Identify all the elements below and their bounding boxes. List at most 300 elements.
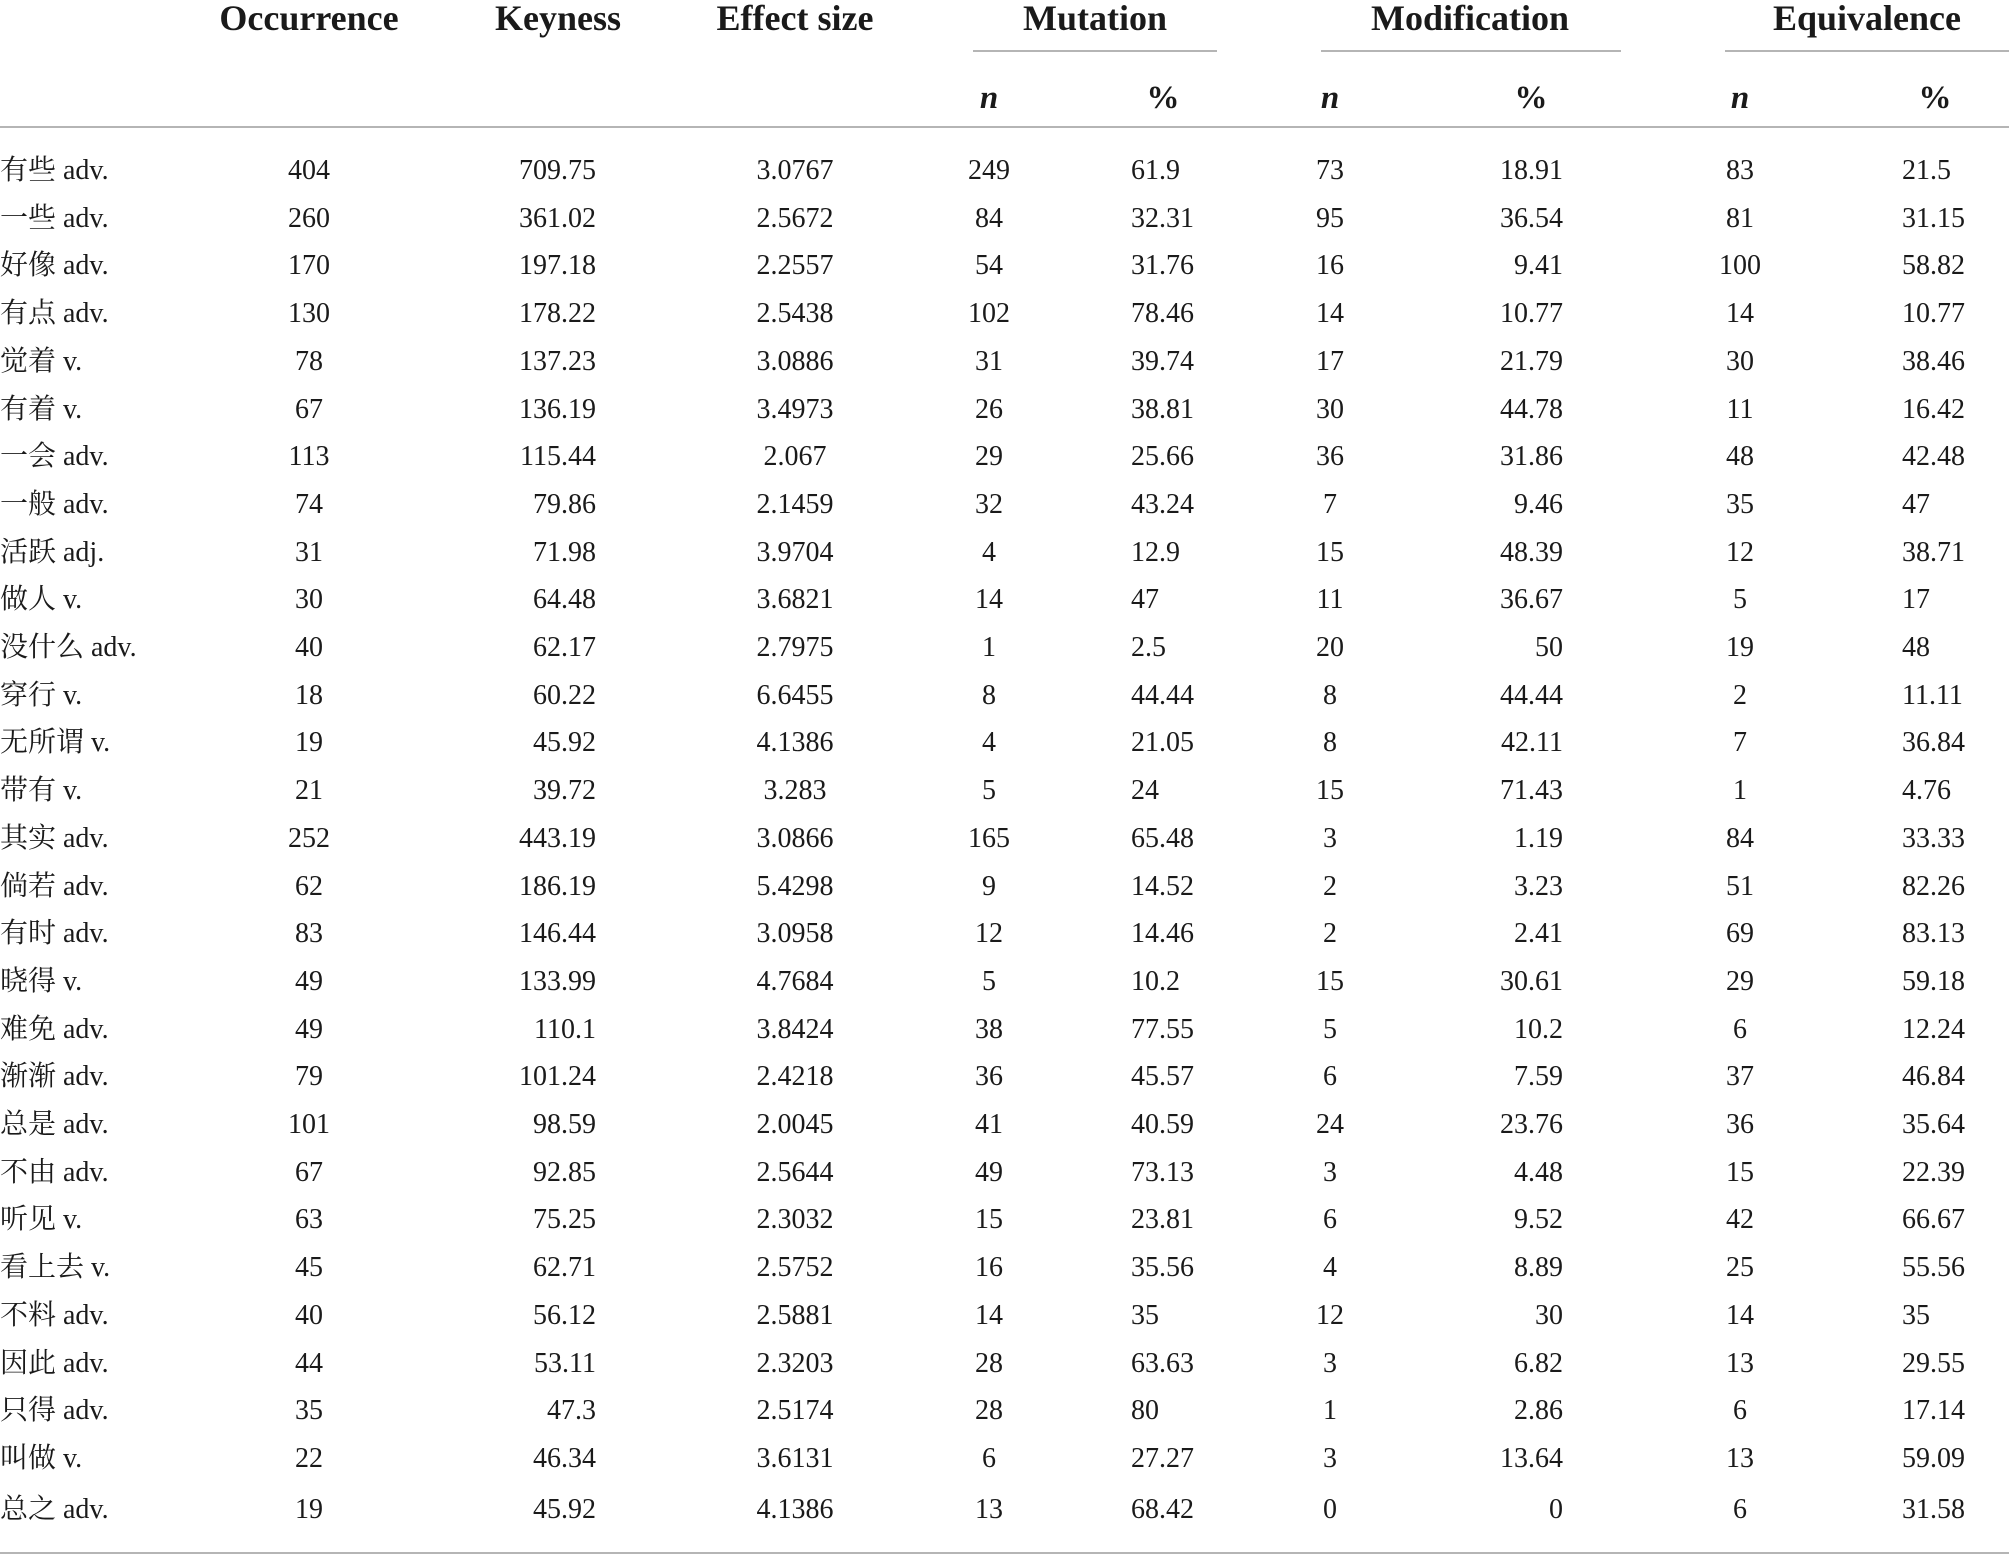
cell-equivalence-pct: 66.67 — [1902, 1204, 1965, 1235]
cell-keyness: 110.1 — [534, 1014, 596, 1045]
cell-word: 一些 adv. — [0, 203, 109, 234]
cell-keyness: 62.71 — [533, 1252, 596, 1283]
cell-modification-pct: 36.67 — [1500, 584, 1563, 615]
cell-equivalence-pct: 55.56 — [1902, 1252, 1965, 1283]
cell-modification-pct: 23.76 — [1500, 1109, 1563, 1140]
cell-word: 穿行 v. — [0, 680, 83, 711]
cell-mutation-n: 38 — [975, 1014, 1003, 1045]
cell-equivalence-pct: 35.64 — [1902, 1109, 1965, 1140]
cell-mutation-n: 4 — [982, 727, 996, 758]
cell-modification-pct: 6.82 — [1514, 1348, 1563, 1379]
cell-modification-n: 3 — [1323, 1157, 1337, 1188]
cell-mutation-pct: 68.42 — [1131, 1494, 1194, 1525]
cell-equivalence-n: 83 — [1726, 155, 1754, 186]
cell-modification-pct: 3.23 — [1514, 871, 1563, 902]
cell-equivalence-n: 15 — [1726, 1157, 1754, 1188]
cell-equivalence-n: 6 — [1733, 1014, 1747, 1045]
cell-modification-n: 6 — [1323, 1061, 1337, 1092]
cell-equivalence-n: 6 — [1733, 1494, 1747, 1525]
cell-mutation-n: 14 — [975, 1300, 1003, 1331]
cell-modification-n: 15 — [1316, 966, 1344, 997]
cell-modification-pct: 48.39 — [1500, 537, 1563, 568]
cell-equivalence-pct: 38.71 — [1902, 537, 1965, 568]
cell-equivalence-n: 5 — [1733, 584, 1747, 615]
cell-modification-pct: 2.86 — [1514, 1395, 1563, 1426]
header-rule — [0, 126, 2009, 128]
cell-modification-pct: 42.11 — [1501, 727, 1563, 758]
cell-modification-n: 8 — [1323, 680, 1337, 711]
cell-equivalence-pct: 47 — [1902, 489, 1930, 520]
cell-mutation-pct: 10.2 — [1131, 966, 1180, 997]
cell-mutation-pct: 45.57 — [1131, 1061, 1194, 1092]
cell-keyness: 133.99 — [519, 966, 596, 997]
cell-keyness: 53.11 — [534, 1348, 596, 1379]
cell-modification-n: 73 — [1316, 155, 1344, 186]
cell-occurrence: 83 — [295, 918, 323, 949]
cell-mutation-pct: 35 — [1131, 1300, 1159, 1331]
cell-modification-pct: 44.78 — [1500, 394, 1563, 425]
cell-effect-size: 2.1459 — [756, 489, 834, 520]
cell-modification-pct: 13.64 — [1500, 1443, 1563, 1474]
cell-word: 一般 adv. — [0, 489, 109, 520]
cell-equivalence-pct: 48 — [1902, 632, 1930, 663]
cell-word: 倘若 adv. — [0, 871, 109, 902]
cell-effect-size: 3.9704 — [756, 537, 834, 568]
cell-effect-size: 3.6131 — [756, 1443, 834, 1474]
cell-mutation-n: 36 — [975, 1061, 1003, 1092]
cell-modification-n: 36 — [1316, 441, 1344, 472]
cell-mutation-n: 9 — [982, 871, 996, 902]
cell-occurrence: 78 — [295, 346, 323, 377]
cell-mutation-n: 8 — [982, 680, 996, 711]
cell-effect-size: 3.0866 — [756, 823, 834, 854]
cell-word: 有些 adv. — [0, 155, 109, 186]
cell-keyness: 75.25 — [533, 1204, 596, 1235]
cell-modification-pct: 0 — [1549, 1494, 1563, 1525]
cell-effect-size: 3.4973 — [756, 394, 834, 425]
cell-keyness: 45.92 — [533, 1494, 596, 1525]
cell-mutation-n: 1 — [982, 632, 996, 663]
cell-mutation-pct: 61.9 — [1131, 155, 1180, 186]
cell-equivalence-n: 14 — [1726, 298, 1754, 329]
cell-modification-pct: 4.48 — [1514, 1157, 1563, 1188]
cell-mutation-n: 32 — [975, 489, 1003, 520]
cell-effect-size: 2.5174 — [756, 1395, 834, 1426]
cell-word: 因此 adv. — [0, 1348, 109, 1379]
cell-keyness: 146.44 — [519, 918, 596, 949]
cell-word: 无所谓 v. — [0, 727, 111, 758]
cell-occurrence: 45 — [295, 1252, 323, 1283]
cell-keyness: 137.23 — [519, 346, 596, 377]
cell-word: 做人 v. — [0, 584, 83, 615]
cell-effect-size: 2.7975 — [756, 632, 834, 663]
cell-keyness: 64.48 — [533, 584, 596, 615]
cell-word: 有着 v. — [0, 394, 83, 425]
cell-mutation-pct: 73.13 — [1131, 1157, 1194, 1188]
cell-modification-n: 2 — [1323, 871, 1337, 902]
cell-modification-n: 11 — [1316, 584, 1344, 615]
cell-keyness: 115.44 — [520, 441, 596, 472]
cell-equivalence-pct: 29.55 — [1902, 1348, 1965, 1379]
cell-mutation-n: 249 — [968, 155, 1010, 186]
cell-modification-pct: 9.41 — [1514, 250, 1563, 281]
cell-mutation-pct: 14.52 — [1131, 871, 1194, 902]
cell-modification-n: 16 — [1316, 250, 1344, 281]
cell-modification-pct: 50 — [1535, 632, 1563, 663]
cell-word: 不由 adv. — [0, 1157, 109, 1188]
cell-mutation-pct: 78.46 — [1131, 298, 1194, 329]
cell-mutation-pct: 32.31 — [1131, 203, 1194, 234]
cell-mutation-pct: 31.76 — [1131, 250, 1194, 281]
cell-mutation-n: 165 — [968, 823, 1010, 854]
cell-effect-size: 3.0958 — [756, 918, 834, 949]
cell-effect-size: 2.3203 — [756, 1348, 834, 1379]
cell-mutation-n: 102 — [968, 298, 1010, 329]
cell-effect-size: 3.283 — [763, 775, 827, 806]
cell-equivalence-pct: 38.46 — [1902, 346, 1965, 377]
cell-occurrence: 79 — [295, 1061, 323, 1092]
cell-word: 没什么 adv. — [0, 632, 137, 663]
cell-mutation-pct: 12.9 — [1131, 537, 1180, 568]
cell-word: 好像 adv. — [0, 250, 109, 281]
cell-word: 难免 adv. — [0, 1014, 109, 1045]
cell-mutation-pct: 14.46 — [1131, 918, 1194, 949]
cell-modification-n: 17 — [1316, 346, 1344, 377]
cell-keyness: 98.59 — [533, 1109, 596, 1140]
cell-mutation-n: 14 — [975, 584, 1003, 615]
cell-modification-pct: 2.41 — [1514, 918, 1563, 949]
cell-word: 晓得 v. — [0, 966, 83, 997]
cell-mutation-pct: 65.48 — [1131, 823, 1194, 854]
cell-word: 叫做 v. — [0, 1443, 83, 1474]
cell-mutation-n: 28 — [975, 1348, 1003, 1379]
cell-keyness: 56.12 — [533, 1300, 596, 1331]
cell-modification-pct: 10.2 — [1514, 1014, 1563, 1045]
cell-equivalence-pct: 22.39 — [1902, 1157, 1965, 1188]
cell-mutation-n: 12 — [975, 918, 1003, 949]
cell-occurrence: 19 — [295, 727, 323, 758]
cell-keyness: 60.22 — [533, 680, 596, 711]
cell-equivalence-n: 6 — [1733, 1395, 1747, 1426]
cell-keyness: 79.86 — [533, 489, 596, 520]
cell-mutation-n: 49 — [975, 1157, 1003, 1188]
cell-equivalence-pct: 82.26 — [1902, 871, 1965, 902]
equivalence-pct-header: % — [1918, 80, 1952, 116]
cell-equivalence-pct: 58.82 — [1902, 250, 1965, 281]
cell-mutation-n: 26 — [975, 394, 1003, 425]
cell-occurrence: 40 — [295, 632, 323, 663]
header-occurrence: Occurrence — [219, 0, 399, 38]
cell-equivalence-n: 1 — [1733, 775, 1747, 806]
cell-mutation-n: 4 — [982, 537, 996, 568]
cell-effect-size: 2.4218 — [756, 1061, 834, 1092]
cell-modification-n: 3 — [1323, 823, 1337, 854]
cell-keyness: 39.72 — [533, 775, 596, 806]
header-modification: Modification — [1371, 0, 1569, 38]
cell-equivalence-n: 84 — [1726, 823, 1754, 854]
cell-word: 听见 v. — [0, 1204, 83, 1235]
cell-mutation-pct: 80 — [1131, 1395, 1159, 1426]
cell-modification-n: 24 — [1316, 1109, 1344, 1140]
cell-keyness: 197.18 — [519, 250, 596, 281]
cell-mutation-pct: 25.66 — [1131, 441, 1194, 472]
mutation-n-header: n — [979, 80, 999, 116]
header-effect-size: Effect size — [716, 0, 874, 38]
cell-equivalence-n: 13 — [1726, 1348, 1754, 1379]
cell-mutation-pct: 35.56 — [1131, 1252, 1194, 1283]
cell-modification-pct: 31.86 — [1500, 441, 1563, 472]
cell-modification-pct: 30 — [1535, 1300, 1563, 1331]
cell-mutation-pct: 21.05 — [1131, 727, 1194, 758]
cell-word: 看上去 v. — [0, 1252, 111, 1283]
mutation-group-rule — [973, 50, 1217, 52]
cell-equivalence-n: 7 — [1733, 727, 1747, 758]
cell-occurrence: 62 — [295, 871, 323, 902]
cell-modification-n: 3 — [1323, 1443, 1337, 1474]
cell-mutation-pct: 47 — [1131, 584, 1159, 615]
cell-equivalence-n: 42 — [1726, 1204, 1754, 1235]
cell-mutation-pct: 38.81 — [1131, 394, 1194, 425]
cell-occurrence: 63 — [295, 1204, 323, 1235]
cell-mutation-n: 15 — [975, 1204, 1003, 1235]
cell-keyness: 71.98 — [533, 537, 596, 568]
cell-modification-pct: 36.54 — [1500, 203, 1563, 234]
cell-effect-size: 4.1386 — [756, 1494, 834, 1525]
equivalence-group-rule — [1725, 50, 2009, 52]
cell-equivalence-n: 48 — [1726, 441, 1754, 472]
cell-modification-n: 8 — [1323, 727, 1337, 758]
cell-word: 有时 adv. — [0, 918, 109, 949]
cell-effect-size: 4.7684 — [756, 966, 834, 997]
cell-equivalence-pct: 31.15 — [1902, 203, 1965, 234]
cell-occurrence: 31 — [295, 537, 323, 568]
cell-equivalence-pct: 31.58 — [1902, 1494, 1965, 1525]
cell-equivalence-pct: 35 — [1902, 1300, 1930, 1331]
cell-keyness: 136.19 — [519, 394, 596, 425]
cell-modification-pct: 7.59 — [1514, 1061, 1563, 1092]
cell-occurrence: 22 — [295, 1443, 323, 1474]
cell-effect-size: 3.8424 — [756, 1014, 834, 1045]
cell-occurrence: 404 — [288, 155, 330, 186]
modification-pct-header: % — [1514, 80, 1548, 116]
cell-effect-size: 3.0767 — [756, 155, 834, 186]
cell-effect-size: 3.0886 — [756, 346, 834, 377]
cell-mutation-pct: 43.24 — [1131, 489, 1194, 520]
cell-mutation-n: 29 — [975, 441, 1003, 472]
cell-effect-size: 5.4298 — [756, 871, 834, 902]
cell-modification-pct: 9.46 — [1514, 489, 1563, 520]
cell-keyness: 186.19 — [519, 871, 596, 902]
cell-modification-n: 5 — [1323, 1014, 1337, 1045]
cell-mutation-pct: 27.27 — [1131, 1443, 1194, 1474]
modification-n-header: n — [1320, 80, 1340, 116]
cell-effect-size: 2.5881 — [756, 1300, 834, 1331]
cell-equivalence-n: 29 — [1726, 966, 1754, 997]
cell-keyness: 361.02 — [519, 203, 596, 234]
cell-equivalence-n: 12 — [1726, 537, 1754, 568]
cell-equivalence-pct: 36.84 — [1902, 727, 1965, 758]
cell-equivalence-pct: 83.13 — [1902, 918, 1965, 949]
cell-occurrence: 40 — [295, 1300, 323, 1331]
cell-occurrence: 101 — [288, 1109, 330, 1140]
cell-mutation-pct: 24 — [1131, 775, 1159, 806]
header-equivalence: Equivalence — [1772, 0, 1962, 38]
cell-mutation-n: 16 — [975, 1252, 1003, 1283]
cell-equivalence-n: 25 — [1726, 1252, 1754, 1283]
cell-modification-pct: 1.19 — [1514, 823, 1563, 854]
cell-equivalence-pct: 16.42 — [1902, 394, 1965, 425]
cell-word: 带有 v. — [0, 775, 83, 806]
cell-mutation-pct: 44.44 — [1131, 680, 1194, 711]
cell-word: 觉着 v. — [0, 346, 83, 377]
cell-equivalence-n: 36 — [1726, 1109, 1754, 1140]
cell-effect-size: 2.3032 — [756, 1204, 834, 1235]
cell-mutation-n: 5 — [982, 966, 996, 997]
cell-occurrence: 49 — [295, 1014, 323, 1045]
cell-mutation-n: 31 — [975, 346, 1003, 377]
cell-mutation-pct: 39.74 — [1131, 346, 1194, 377]
cell-occurrence: 19 — [295, 1494, 323, 1525]
cell-word: 总是 adv. — [0, 1109, 109, 1140]
cell-occurrence: 260 — [288, 203, 330, 234]
cell-modification-pct: 8.89 — [1514, 1252, 1563, 1283]
cell-word: 不料 adv. — [0, 1300, 109, 1331]
cell-effect-size: 6.6455 — [756, 680, 834, 711]
cell-occurrence: 252 — [288, 823, 330, 854]
cell-effect-size: 2.5672 — [756, 203, 834, 234]
cell-word: 总之 adv. — [0, 1494, 109, 1525]
cell-equivalence-n: 14 — [1726, 1300, 1754, 1331]
cell-word: 只得 adv. — [0, 1395, 109, 1426]
cell-equivalence-pct: 59.18 — [1902, 966, 1965, 997]
cell-mutation-n: 54 — [975, 250, 1003, 281]
cell-modification-n: 14 — [1316, 298, 1344, 329]
cell-modification-pct: 21.79 — [1500, 346, 1563, 377]
cell-effect-size: 2.5644 — [756, 1157, 834, 1188]
cell-keyness: 101.24 — [519, 1061, 596, 1092]
cell-word: 活跃 adj. — [0, 537, 105, 568]
header-keyness: Keyness — [495, 0, 621, 38]
cell-keyness: 62.17 — [533, 632, 596, 663]
cell-modification-n: 1 — [1323, 1395, 1337, 1426]
cell-equivalence-n: 37 — [1726, 1061, 1754, 1092]
cell-equivalence-n: 51 — [1726, 871, 1754, 902]
cell-effect-size: 2.2557 — [756, 250, 834, 281]
cell-effect-size: 2.0045 — [756, 1109, 834, 1140]
cell-modification-n: 15 — [1316, 537, 1344, 568]
cell-equivalence-n: 13 — [1726, 1443, 1754, 1474]
cell-word: 其实 adv. — [0, 823, 109, 854]
cell-mutation-pct: 63.63 — [1131, 1348, 1194, 1379]
cell-modification-n: 12 — [1316, 1300, 1344, 1331]
cell-occurrence: 18 — [295, 680, 323, 711]
cell-effect-size: 4.1386 — [756, 727, 834, 758]
cell-equivalence-pct: 10.77 — [1902, 298, 1965, 329]
cell-keyness: 45.92 — [533, 727, 596, 758]
cell-effect-size: 2.067 — [763, 441, 827, 472]
cell-modification-n: 0 — [1323, 1494, 1337, 1525]
cell-equivalence-n: 35 — [1726, 489, 1754, 520]
cell-equivalence-pct: 59.09 — [1902, 1443, 1965, 1474]
cell-mutation-n: 28 — [975, 1395, 1003, 1426]
cell-keyness: 46.34 — [533, 1443, 596, 1474]
cell-equivalence-pct: 17 — [1902, 584, 1930, 615]
cell-occurrence: 130 — [288, 298, 330, 329]
equivalence-n-header: n — [1730, 80, 1750, 116]
cell-modification-n: 30 — [1316, 394, 1344, 425]
cell-mutation-pct: 2.5 — [1131, 632, 1166, 663]
cell-occurrence: 21 — [295, 775, 323, 806]
cell-occurrence: 74 — [295, 489, 323, 520]
mutation-pct-header: % — [1146, 80, 1180, 116]
cell-modification-n: 15 — [1316, 775, 1344, 806]
cell-keyness: 92.85 — [533, 1157, 596, 1188]
cell-modification-n: 95 — [1316, 203, 1344, 234]
cell-effect-size: 2.5438 — [756, 298, 834, 329]
cell-equivalence-pct: 33.33 — [1902, 823, 1965, 854]
cell-equivalence-pct: 4.76 — [1902, 775, 1951, 806]
cell-occurrence: 44 — [295, 1348, 323, 1379]
cell-occurrence: 170 — [288, 250, 330, 281]
cell-occurrence: 35 — [295, 1395, 323, 1426]
header-mutation: Mutation — [1023, 0, 1167, 38]
cell-word: 有点 adv. — [0, 298, 109, 329]
cell-modification-pct: 18.91 — [1500, 155, 1563, 186]
cell-modification-n: 7 — [1323, 489, 1337, 520]
cell-equivalence-pct: 21.5 — [1902, 155, 1951, 186]
cell-modification-pct: 44.44 — [1500, 680, 1563, 711]
cell-equivalence-n: 2 — [1733, 680, 1747, 711]
cell-effect-size: 2.5752 — [756, 1252, 834, 1283]
cell-equivalence-pct: 12.24 — [1902, 1014, 1965, 1045]
cell-occurrence: 49 — [295, 966, 323, 997]
cell-modification-pct: 9.52 — [1514, 1204, 1563, 1235]
cell-occurrence: 67 — [295, 394, 323, 425]
cell-equivalence-n: 11 — [1726, 394, 1754, 425]
cell-modification-n: 3 — [1323, 1348, 1337, 1379]
cell-mutation-n: 41 — [975, 1109, 1003, 1140]
cell-effect-size: 3.6821 — [756, 584, 834, 615]
cell-mutation-n: 6 — [982, 1443, 996, 1474]
cell-modification-pct: 71.43 — [1500, 775, 1563, 806]
cell-word: 渐渐 adv. — [0, 1061, 109, 1092]
cell-equivalence-n: 81 — [1726, 203, 1754, 234]
cell-equivalence-n: 69 — [1726, 918, 1754, 949]
cell-modification-pct: 10.77 — [1500, 298, 1563, 329]
cell-keyness: 47.3 — [547, 1395, 596, 1426]
cell-keyness: 709.75 — [519, 155, 596, 186]
cell-equivalence-pct: 17.14 — [1902, 1395, 1965, 1426]
cell-equivalence-n: 19 — [1726, 632, 1754, 663]
cell-modification-n: 4 — [1323, 1252, 1337, 1283]
cell-equivalence-pct: 42.48 — [1902, 441, 1965, 472]
cell-occurrence: 113 — [288, 441, 330, 472]
cell-mutation-n: 84 — [975, 203, 1003, 234]
cell-modification-n: 20 — [1316, 632, 1344, 663]
cell-keyness: 178.22 — [519, 298, 596, 329]
cell-mutation-pct: 77.55 — [1131, 1014, 1194, 1045]
cell-equivalence-pct: 46.84 — [1902, 1061, 1965, 1092]
modification-group-rule — [1321, 50, 1621, 52]
cell-occurrence: 30 — [295, 584, 323, 615]
cell-mutation-pct: 23.81 — [1131, 1204, 1194, 1235]
cell-modification-n: 2 — [1323, 918, 1337, 949]
cell-equivalence-pct: 11.11 — [1902, 680, 1963, 711]
cell-mutation-n: 5 — [982, 775, 996, 806]
cell-mutation-n: 13 — [975, 1494, 1003, 1525]
cell-occurrence: 67 — [295, 1157, 323, 1188]
cell-equivalence-n: 30 — [1726, 346, 1754, 377]
